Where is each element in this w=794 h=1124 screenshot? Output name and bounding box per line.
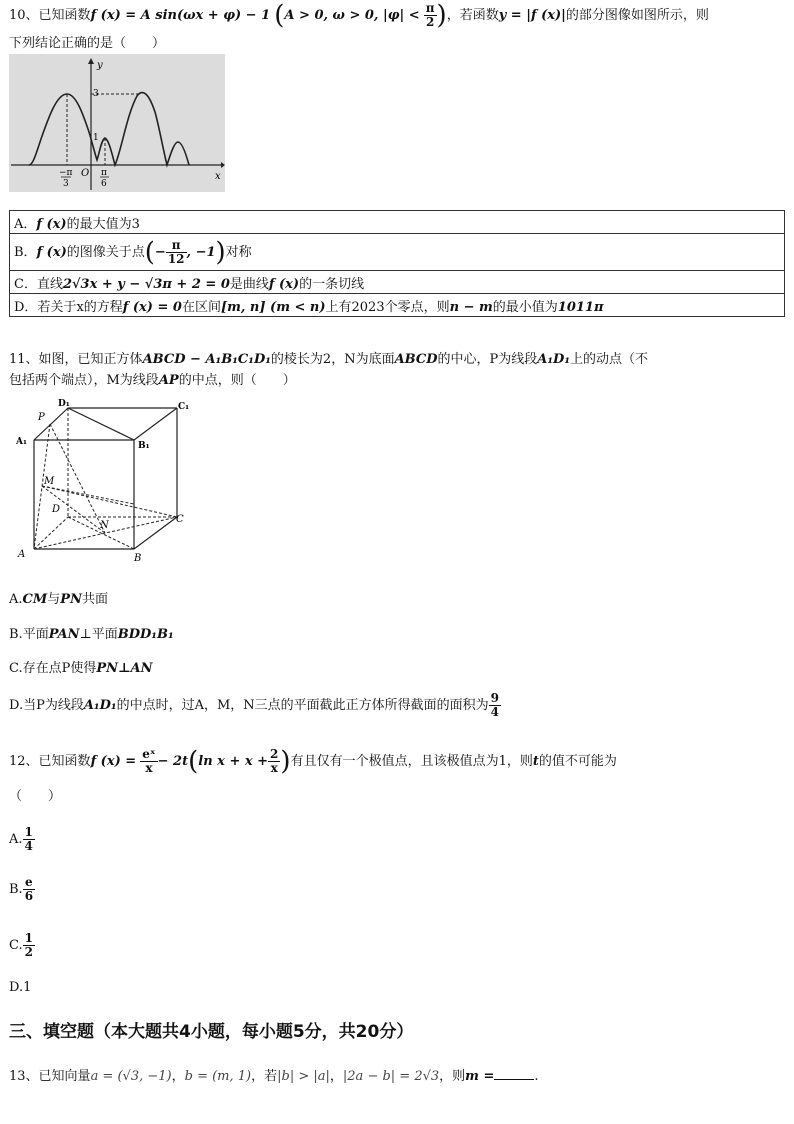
q11-option-a[interactable]: A.CM与PN共面 <box>9 592 108 607</box>
q10-text-post: 的部分图像如图所示，则 <box>565 8 709 23</box>
q12-stem-line1: 12、已知函数f (x) = $\frac{\text{eˣ}}{x}$ − 2t(ln x + x + $\frac{2}{x}$ )有且仅有一个极值点，且该极值点为1，则t的值不可能为 <box>9 746 617 777</box>
tick-3-label: 3 <box>93 89 99 99</box>
origin-label: O <box>81 168 90 179</box>
x-label: x <box>215 171 221 182</box>
q11-stem-line1: 11、如图，已知正方体ABCD − A₁B₁C₁D₁的棱长为2，N为底面ABCD的中心，P为线段A₁D₁上的动点（不 <box>9 352 649 367</box>
label-A: A <box>18 549 26 560</box>
q11-cube-figure <box>12 394 192 566</box>
q10-number: 10、 <box>9 8 39 23</box>
section3-heading <box>9 1017 413 1042</box>
label-D1: D₁ <box>58 399 70 409</box>
q10-cond-fraction: $\frac{\pi}{2}$ <box>425 1 435 29</box>
q10-stem-line2: 下列结论正确的是（ ） <box>9 36 166 51</box>
q10-function: f (x) = A sin(ωx + φ) − 1 <box>90 8 271 23</box>
q10-option-d[interactable]: D．若关于x的方程f (x) = 0在区间[m, n] (m < n)上有2023个零点，则n − m的最小值为1011π <box>10 294 785 317</box>
q11-option-d[interactable]: D.当P为线段A₁D₁的中点时，过A，M，N三点的平面截此正方体所得截面的面积为 $\frac{9}{4}$ <box>9 691 500 719</box>
label-N: N <box>100 520 109 531</box>
tick-neg-pi3-den: 3 <box>63 179 69 189</box>
q10-text-mid: ，若函数 <box>446 8 499 23</box>
q10-graph-svg <box>9 54 225 192</box>
q12-stem-line2: （ ） <box>9 789 62 804</box>
label-D: D <box>52 504 61 515</box>
q10-graph <box>9 54 225 192</box>
q10-option-c[interactable]: C．直线2√3x + y − √3π + 2 = 0是曲线f (x)的一条切线 <box>10 271 785 294</box>
q10-text-pre: 已知函数 <box>38 8 91 23</box>
q12-option-b[interactable]: B. $\frac{e}{6}$ <box>9 875 34 903</box>
q12-option-c[interactable]: C. $\frac{1}{2}$ <box>9 931 33 959</box>
q11-d-fraction: $\frac{9}{4}$ <box>490 691 500 719</box>
label-P: P <box>38 412 45 423</box>
q10-paren-close: ) <box>436 0 447 31</box>
tick-pi6-num: π <box>101 168 107 178</box>
q13-stem: 13、已知向量a = (√3, −1)，b = (m, 1)，若|b| > |a|，|2a − b| = 2√3，则m = . <box>9 1069 539 1084</box>
tick-neg-pi3-num: −π <box>59 168 73 178</box>
q11-option-c[interactable]: C.存在点P使得PN⊥AN <box>9 661 153 676</box>
q12-option-d[interactable]: D.1 <box>9 980 32 995</box>
q10-paren-open: ( <box>274 0 285 31</box>
label-C: C <box>176 514 184 525</box>
tick-pi6-den: 6 <box>101 179 107 189</box>
tick-1-label: 1 <box>93 133 99 143</box>
section3-title: 三、填空题（本大题共4小题，每小题5分，共20分） <box>9 1022 414 1042</box>
q10-option-a[interactable]: A．f (x)的最大值为3 <box>10 211 785 234</box>
q10-function-abs: y = |f (x)| <box>498 8 566 23</box>
y-label: y <box>97 60 103 71</box>
label-B1: B₁ <box>138 441 150 451</box>
q11-stem-line2: 包括两个端点），M为线段AP的中点，则（ ） <box>9 373 296 388</box>
q10-condition: A > 0, ω > 0, |φ| < <box>284 8 420 23</box>
q12-option-a[interactable]: A. $\frac{1}{4}$ <box>9 825 33 853</box>
q10-option-b[interactable]: B．f (x)的图像关于点(− $\frac{\pi}{12}$ , −1)对称 <box>10 234 785 271</box>
q13-answer-blank[interactable] <box>494 1067 534 1080</box>
label-C1: C₁ <box>178 402 190 412</box>
q11-cube-svg <box>12 394 192 566</box>
label-M: M <box>44 476 55 487</box>
q10-stem-line1 <box>9 2 784 29</box>
q11-option-b[interactable]: B.平面PAN⊥平面BDD₁B₁ <box>9 627 174 642</box>
label-B: B <box>134 553 142 564</box>
q10-options-table <box>9 210 785 317</box>
label-A1: A₁ <box>16 437 27 447</box>
